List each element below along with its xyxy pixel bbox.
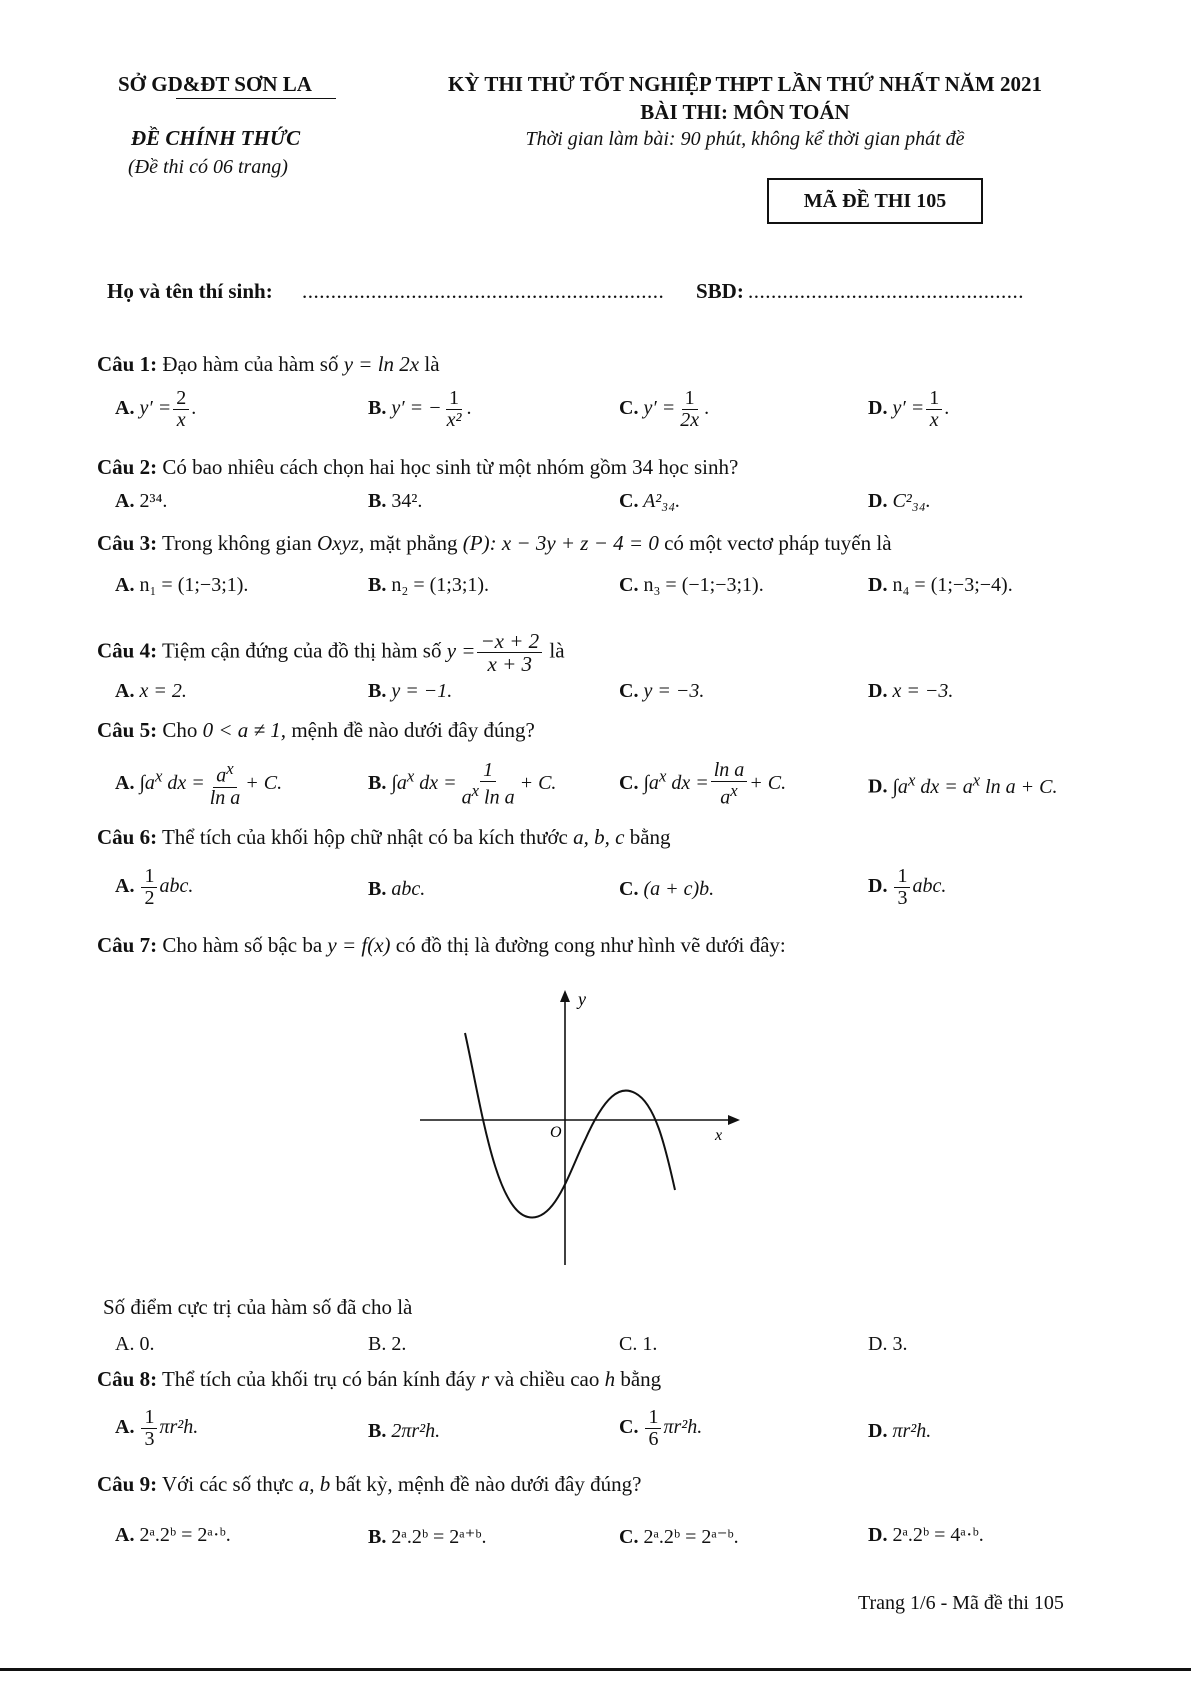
q6-option-c[interactable] [619, 878, 714, 901]
y-axis-arrow [560, 990, 570, 1002]
question-8 [97, 1367, 661, 1392]
option-letter: A. [115, 680, 135, 702]
option-value: πr²h. [663, 1416, 703, 1439]
option-value: 2πr²h. [391, 1420, 441, 1442]
option-value: A²₃₄. [643, 490, 681, 512]
option-letter: D. [868, 397, 888, 420]
department-underline [176, 98, 336, 99]
option-letter: D. [868, 775, 888, 798]
option-value: n₁ = (1;−3;1). [139, 574, 249, 596]
option-value: 2³⁴. [139, 490, 168, 512]
q1-option-d[interactable]: D. y′ = $\frac{1}{x}$ . [868, 387, 950, 431]
question-math: a, b, c [573, 825, 625, 849]
sbd-label: SBD: [696, 279, 744, 303]
question-math-2: h [604, 1367, 616, 1391]
option-letter: A. [115, 1416, 135, 1439]
q3-option-a[interactable] [115, 574, 248, 597]
option-letter: C. [619, 574, 639, 596]
q2-option-d[interactable] [868, 490, 931, 513]
question-label: Câu 2: [97, 455, 158, 479]
question-2 [97, 455, 738, 480]
q7-option-b[interactable]: B. 2. [368, 1333, 407, 1355]
option-letter: D. [868, 574, 888, 596]
candidate-name-field[interactable]: ............................................................... [302, 279, 665, 303]
option-letter: A. [115, 1524, 135, 1546]
question-math: a, b [298, 1472, 331, 1496]
q9-option-d[interactable] [868, 1524, 984, 1547]
question-text: Có bao nhiêu cách chọn hai học sinh từ một nhóm gồm 34 học sinh? [162, 455, 739, 479]
option-letter: B. [368, 490, 387, 512]
option-letter: C. [619, 1526, 639, 1548]
q8-option-a[interactable]: A. $\frac{1}{3}$ πr²h. [115, 1406, 199, 1450]
option-letter: B. [368, 574, 387, 596]
option-value: C²₃₄. [892, 490, 931, 512]
option-letter: A. [115, 875, 135, 898]
official-label: ĐỀ CHÍNH THỨC [131, 126, 301, 150]
question-math-2: (P): x − 3y + z − 4 = 0 [462, 531, 659, 555]
q6-option-b[interactable] [368, 878, 425, 901]
q8-option-d[interactable] [868, 1420, 931, 1443]
q7-option-c[interactable]: C. 1. [619, 1333, 658, 1355]
question-math: 0 < a ≠ 1, [202, 718, 287, 742]
option-letter: D. [868, 490, 888, 512]
question-label: Câu 1: [97, 352, 158, 376]
question-math: Oxyz, [316, 531, 365, 555]
question-math: r [480, 1367, 490, 1391]
question-tail: là [549, 638, 565, 663]
question-text: Đạo hàm của hàm số [162, 352, 339, 376]
question-text: Thể tích của khối trụ có bán kính đáy [161, 1367, 476, 1391]
q4-fraction: $\frac{-x + 2}{x + 3}$ [477, 630, 542, 675]
department-name: SỞ GD&ĐT SƠN LA [118, 72, 312, 96]
option-letter: B. [368, 771, 387, 794]
cubic-function-graph [410, 985, 750, 1270]
q9-option-a[interactable] [115, 1524, 231, 1547]
option-value: x = 2. [139, 680, 187, 702]
time-note: Thời gian làm bài: 90 phút, không kể thời gian phát đề [525, 128, 965, 150]
q1-option-b[interactable]: B. y′ = − $\frac{1}{\text{x²}}$ . [368, 387, 472, 431]
q2-option-a[interactable] [115, 490, 167, 513]
q9-option-b[interactable] [368, 1524, 487, 1549]
option-letter: C. [619, 397, 639, 420]
function-curve [465, 1033, 675, 1217]
question-tail: là [424, 352, 440, 376]
subject-title: BÀI THI: MÔN TOÁN [640, 100, 850, 124]
question-tail: bằng [629, 825, 671, 849]
q4-option-b[interactable] [368, 680, 452, 703]
x-axis-label: x [715, 1127, 723, 1144]
option-letter: C. [619, 1416, 639, 1439]
q7-option-a[interactable]: A. 0. [115, 1333, 155, 1355]
question-label: Câu 6: [97, 825, 158, 849]
option-letter: C. [619, 680, 639, 702]
option-value: abc. [912, 875, 947, 898]
question-tail: bất kỳ, mệnh đề nào dưới đây đúng? [335, 1472, 642, 1496]
q5-option-c[interactable]: C. $\int a^x$ dx = $\frac{\text{ln a}}{a^x}$ + C. [619, 759, 787, 809]
question-9 [97, 1472, 641, 1497]
question-tail: mệnh đề nào dưới đây đúng? [291, 718, 535, 742]
question-text: Tiệm cận đứng của đồ thị hàm số [161, 638, 442, 663]
question-text: Trong không gian [161, 531, 312, 555]
option-value: πr²h. [892, 1420, 932, 1442]
q8-option-c[interactable]: C. $\frac{1}{6}$ πr²h. [619, 1406, 703, 1450]
question-tail: có đồ thị là đường cong như hình vẽ dưới đây: [395, 933, 786, 957]
option-value: 2ᵃ.2ᵇ = 2ᵃ⁺ᵇ. [391, 1526, 487, 1548]
option-letter: A. [115, 397, 135, 420]
option-value: πr²h. [159, 1416, 199, 1439]
page-footer: Trang 1/6 - Mã đề thi 105 [858, 1592, 1064, 1614]
option-value: n₃ = (−1;−3;1). [643, 574, 764, 596]
question-text: Cho [162, 718, 198, 742]
question-3 [97, 531, 892, 556]
question-tail: bằng [620, 1367, 662, 1391]
option-value: (a + c)b. [643, 878, 715, 900]
q5-option-b[interactable]: B. $\int a^x$ dx = $\frac{1}{a^x \ln a}$ + C. [368, 759, 557, 809]
q4-option-a[interactable] [115, 680, 187, 703]
question-math: y = f(x) [327, 933, 391, 957]
q7-option-d[interactable]: D. 3. [868, 1333, 908, 1355]
question-4: Câu 4: Tiệm cận đứng của đồ thị hàm số y = $\frac{-x + 2}{x + 3}$ là [97, 629, 565, 677]
option-letter: C. [619, 490, 639, 512]
bottom-border [0, 1668, 1191, 1671]
option-value: 2ᵃ.2ᵇ = 2ᵃ⁻ᵇ. [643, 1526, 739, 1548]
option-letter: C. [619, 771, 639, 794]
exam-code: MÃ ĐỀ THI 105 [803, 189, 947, 212]
q6-option-a[interactable]: A. $\frac{1}{2}$ abc. [115, 865, 194, 909]
question-text: Với các số thực [161, 1472, 294, 1496]
option-letter: B. [368, 1420, 387, 1442]
question-label: Câu 8: [97, 1367, 158, 1391]
option-value: n₂ = (1;3;1). [391, 574, 490, 596]
option-value: abc. [159, 875, 194, 898]
question-7-sub: Số điểm cực trị của hàm số đã cho là [103, 1295, 413, 1319]
option-letter: B. [368, 397, 387, 420]
question-text: Cho hàm số bậc ba [162, 933, 323, 957]
pages-note: (Đề thi có 06 trang) [128, 156, 288, 178]
q9-option-c[interactable] [619, 1524, 739, 1549]
question-5 [97, 718, 535, 743]
q8-option-b[interactable] [368, 1420, 440, 1443]
question-7 [97, 933, 786, 958]
option-value: y = −3. [643, 680, 705, 702]
q4-option-c[interactable] [619, 680, 704, 703]
option-letter: B. [368, 1526, 387, 1548]
question-text-2: và chiều cao [494, 1367, 600, 1391]
question-label: Câu 9: [97, 1472, 158, 1496]
option-value: 2ᵃ.2ᵇ = 4ᵃ·ᵇ. [892, 1524, 984, 1546]
q1-option-c[interactable]: C. y′ = $\frac{1}{2x}$ . [619, 387, 710, 431]
q6-option-d[interactable]: D. $\frac{1}{3}$ abc. [868, 865, 947, 909]
option-value: y = −1. [391, 680, 453, 702]
y-axis-label: y [578, 989, 586, 1009]
q3-option-c[interactable] [619, 574, 764, 597]
question-label: Câu 4: [97, 638, 158, 663]
question-label: Câu 5: [97, 718, 158, 742]
q3-option-b[interactable] [368, 574, 489, 597]
option-letter: D. [868, 680, 888, 702]
option-value: n₄ = (1;−3;−4). [892, 574, 1013, 596]
x-axis-arrow [728, 1115, 740, 1125]
option-letter: D. [868, 1524, 888, 1546]
q4-option-d[interactable] [868, 680, 953, 703]
option-value: x = −3. [892, 680, 954, 702]
question-label: Câu 7: [97, 933, 158, 957]
option-value: 2ᵃ.2ᵇ = 2ᵃ·ᵇ. [139, 1524, 231, 1546]
q2-option-c[interactable] [619, 490, 680, 513]
option-letter: C. [619, 878, 639, 900]
question-6 [97, 825, 671, 850]
exam-code-box [767, 178, 983, 224]
exam-title: KỲ THI THỬ TỐT NGHIỆP THPT LẦN THỨ NHẤT NĂM 2021 [448, 72, 1042, 96]
option-letter: D. [868, 1420, 888, 1442]
option-value: abc. [391, 878, 426, 900]
q2-option-b[interactable] [368, 490, 422, 513]
q1-option-a[interactable]: A. y′ = $\frac{2}{x}$ . [115, 387, 197, 431]
option-letter: A. [115, 574, 135, 596]
question-tail: có một vectơ pháp tuyến là [664, 531, 892, 555]
option-letter: B. [368, 878, 387, 900]
q5-option-d[interactable]: D. $\int a^x$ dx = $a^x$ ln a + C. [868, 770, 1058, 798]
question-text-2: mặt phẳng [369, 531, 458, 555]
question-math: y = ln 2x [343, 352, 420, 376]
option-letter: B. [368, 680, 387, 702]
q5-option-a[interactable]: A. $\int a^x$ dx = $\frac{a^x}{\text{ln a}}$ + C. [115, 759, 283, 809]
option-letter: D. [868, 875, 888, 898]
option-value: 34². [391, 490, 423, 512]
option-letter: A. [115, 771, 135, 794]
origin-label: O [550, 1124, 562, 1141]
question-label: Câu 3: [97, 531, 158, 555]
q3-option-d[interactable] [868, 574, 1013, 597]
question-text: Thể tích của khối hộp chữ nhật có ba kích thước [161, 825, 568, 849]
sbd-field[interactable]: ................................................ [748, 279, 1024, 303]
candidate-name-label: Họ và tên thí sinh: [107, 279, 273, 303]
question-1 [97, 352, 440, 377]
option-letter: A. [115, 490, 135, 512]
